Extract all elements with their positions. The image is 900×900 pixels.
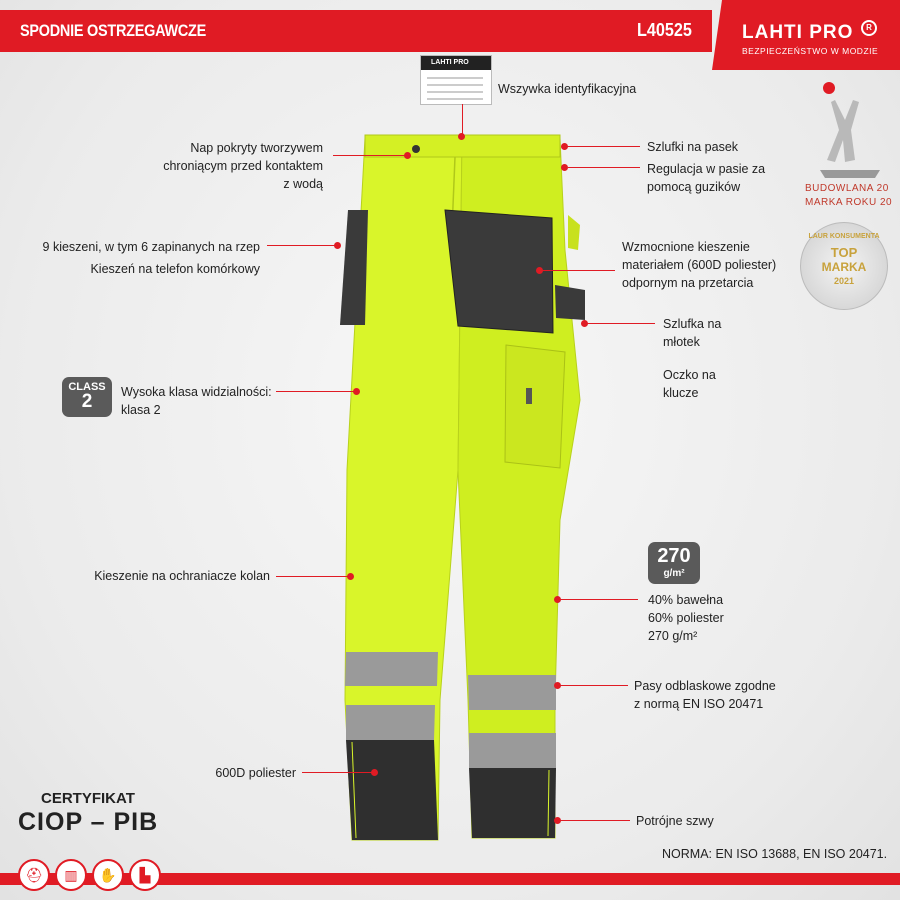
norm-text: NORMA: EN ISO 13688, EN ISO 20471. [662, 847, 888, 861]
nap-text: Nap pokryty tworzywem chroniącym przed kontaktem z wodą [163, 141, 323, 191]
fabric-dot [554, 596, 561, 603]
keys-text: Oczko na klucze [663, 368, 716, 400]
glove-icon: ✋ [92, 859, 124, 891]
registered-icon: R [861, 20, 877, 36]
poly-dot [371, 769, 378, 776]
waist-dot [561, 164, 568, 171]
product-title: SPODNIE OSTRZEGAWCZE [20, 21, 206, 40]
hammer-dot [581, 320, 588, 327]
pockets-text: 9 kieszeni, w tym 6 zapinanych na rzep [42, 240, 260, 254]
visibility-text: Wysoka klasa widzialności: klasa 2 [121, 385, 272, 417]
product-code: L40525 [637, 20, 692, 40]
marka-roku-text: MARKA ROKU 20 [805, 197, 893, 208]
class-badge: CLASS 2 [62, 377, 112, 417]
tag-logo: LAHTI PRO [421, 56, 491, 70]
belt-loop-dot [561, 143, 568, 150]
phone-pocket-text: Kieszeń na telefon komórkowy [90, 262, 260, 276]
certificate-name: CIOP – PIB [18, 808, 159, 836]
id-label-text: Wszywka identyfikacyjna [498, 82, 637, 96]
top-marka-medal: LAUR KONSUMENTA TOP MARKA 2021 [800, 222, 888, 310]
nap-dot [404, 152, 411, 159]
boot-icon: ▙ [129, 859, 161, 891]
seams-dot [554, 817, 561, 824]
visibility-dot [353, 388, 360, 395]
weight-badge: 270 g/m² [648, 542, 700, 584]
vest-icon: ▥ [55, 859, 87, 891]
waist-text: Regulacja w pasie za pomocą guzików [647, 162, 766, 194]
knee-dot [347, 573, 354, 580]
reflective-text: Pasy odblaskowe zgodne z normą EN ISO 20471 [634, 679, 776, 711]
seams-text: Potrójne szwy [636, 814, 714, 828]
hammer-text: Szlufka na młotek [663, 317, 722, 349]
belt-loops-text: Szlufki na pasek [647, 140, 739, 154]
brand-tagline: BEZPIECZEŃSTWO W MODZIE [742, 46, 879, 56]
reflective-dot [554, 682, 561, 689]
poly600-text: 600D poliester [215, 766, 296, 780]
id-label-dot [458, 133, 465, 140]
brand-logo: LAHTI PRO [742, 22, 854, 43]
reinforced-text: Wzmocnione kieszenie materiałem (600D poliester) odpornym na przetarcia [622, 240, 777, 290]
fabric-text: 40% bawełna 60% poliester 270 g/m² [648, 593, 724, 643]
helmet-icon: ⛑ [18, 859, 50, 891]
reinforced-dot [536, 267, 543, 274]
budowlana-text: BUDOWLANA 20 [805, 183, 889, 194]
certificate-label: CERTYFIKAT [41, 790, 135, 807]
knee-text: Kieszenie na ochraniacze kolan [94, 569, 270, 583]
award-trophy-icon [815, 80, 885, 180]
pocket-dot [334, 242, 341, 249]
